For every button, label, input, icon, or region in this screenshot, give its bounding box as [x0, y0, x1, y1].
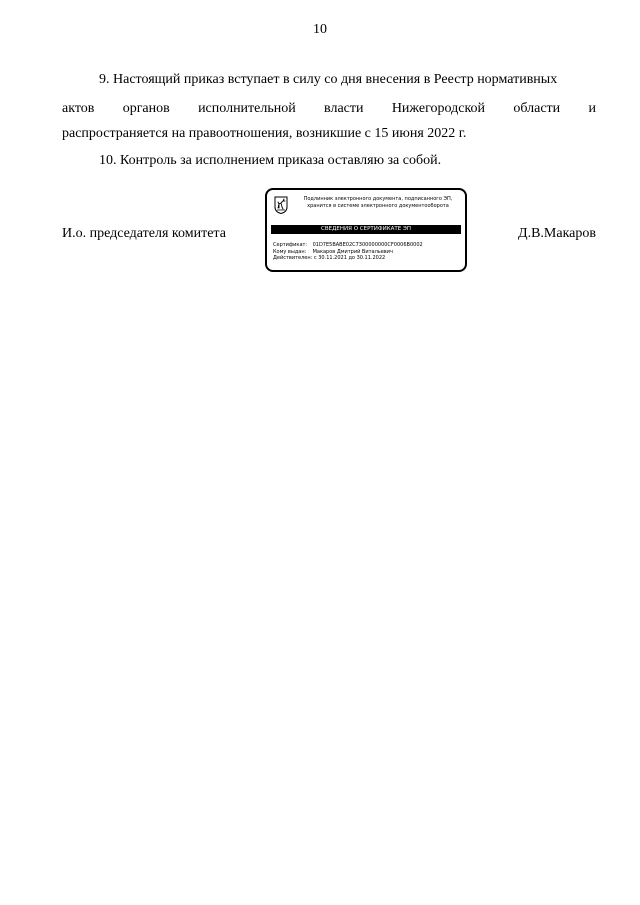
stamp-row-valid [273, 255, 423, 262]
issued-value: Макаров Дмитрий Витальевич [312, 248, 393, 255]
paragraph-10: 10. Контроль за исполнением приказа оставляю за собой. [99, 153, 442, 168]
stamp-header-line-2: хранится в системе электронного документооборота [307, 202, 449, 209]
cert-label: Сертификат: [273, 242, 308, 248]
issued-label: Кому выдан: [273, 248, 307, 255]
nizhny-novgorod-deer-emblem-icon [274, 196, 288, 214]
stamp-certificate-details [273, 242, 423, 262]
word: власти [324, 101, 364, 116]
stamp-header-line-1: Подлинник электронного документа, подписанного ЭП, [303, 196, 453, 202]
signer-role: И.о. председателя комитета [62, 226, 226, 241]
valid-value: с 30.11.2021 до 30.11.2022 [313, 255, 386, 261]
electronic-signature-stamp [265, 188, 467, 272]
page-number: 10 [313, 22, 327, 37]
stamp-title: СВЕДЕНИЯ О СЕРТИФИКАТЕ ЭП [271, 225, 461, 234]
paragraph-9-line-1: 9. Настоящий приказ вступает в силу со дня внесения в Реестр нормативных [99, 72, 558, 87]
paragraph-9-line-3: распространяется на правоотношения, возникшие с 15 июня 2022 г. [62, 126, 467, 141]
paragraph-9-line-2 [62, 101, 596, 117]
word: и [588, 101, 596, 116]
word: области [513, 101, 561, 116]
word: исполнительной [198, 101, 296, 116]
stamp-header [291, 196, 465, 209]
word: органов [122, 101, 170, 116]
word: актов [62, 101, 95, 116]
word: Нижегородской [391, 101, 486, 116]
signer-name: Д.В.Макаров [518, 226, 596, 241]
cert-value: 01D7E5BABE02C7300000000CF0006B0002 [312, 242, 423, 248]
valid-label: Действителен: [273, 255, 313, 261]
